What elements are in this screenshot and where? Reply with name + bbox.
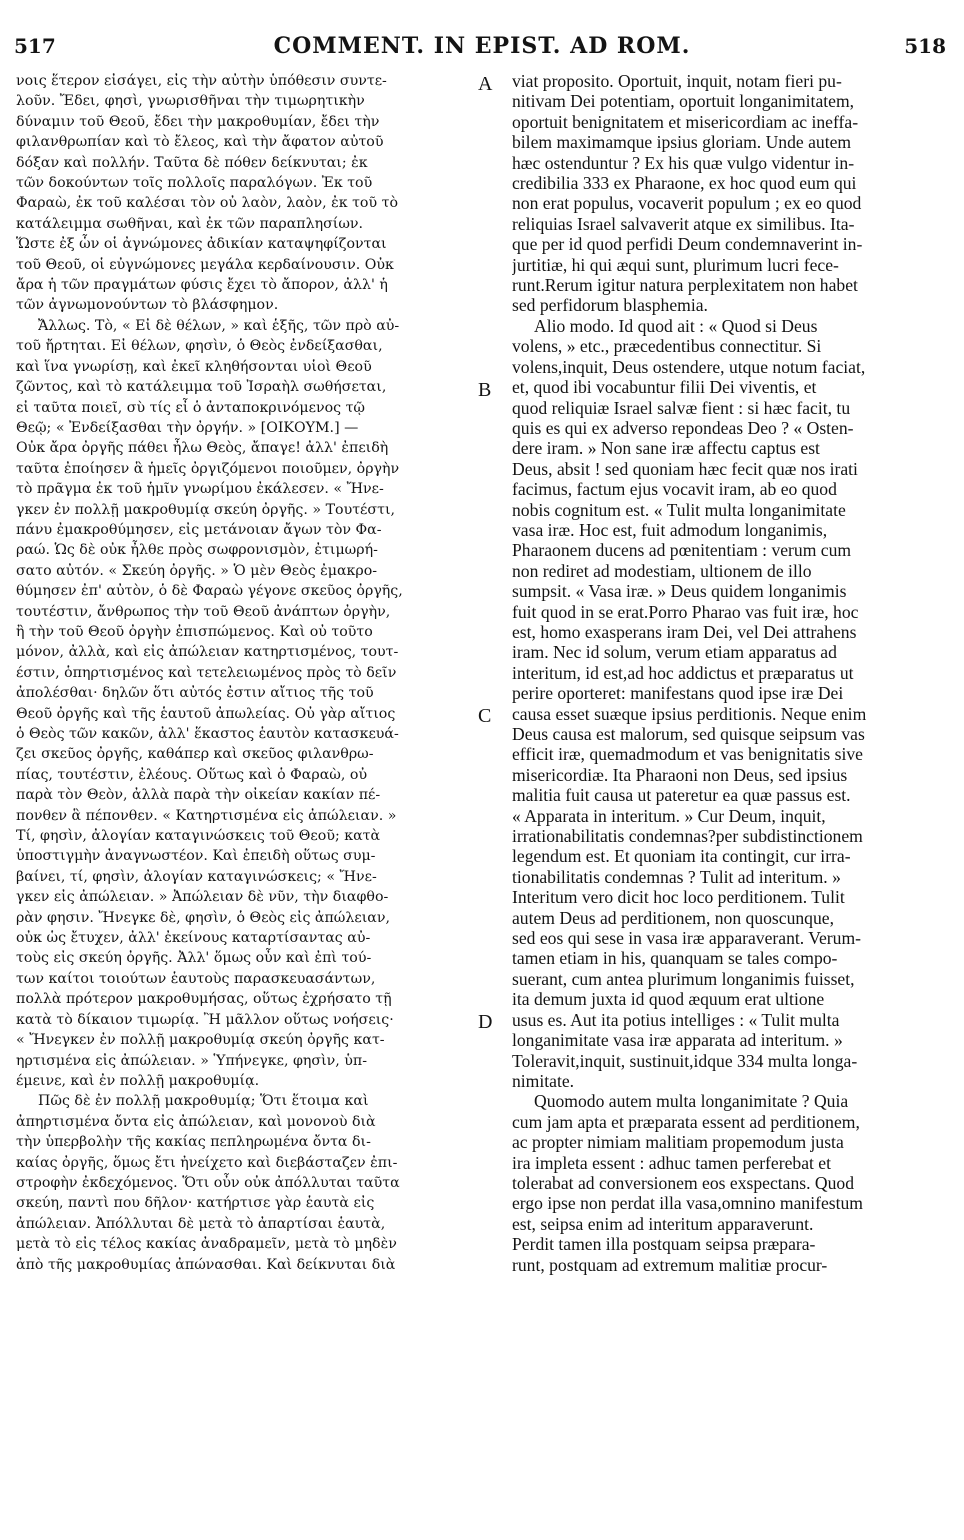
text-line: sed eos qui sese in vasa iræ apparaverant. Verum- <box>512 928 861 949</box>
text-line: Quomodo autem multa longanimitate ? Quia <box>534 1091 849 1112</box>
text-line: μόνον, ἀλλὰ, καὶ εἰς ἀπώλειαν κατηρτισμένος, τουτ- <box>16 644 399 661</box>
page-header <box>0 0 964 70</box>
text-line: quis es qui ex adverso repondeas Deo ? « Osten- <box>512 417 854 438</box>
text-line: πολλὰ πρότερον μακροθυμήσας, οὕτως ἐχρήσατο τῇ <box>16 991 392 1008</box>
text-line: γκεν ἐν πολλῇ μακροθυμίᾳ σκεύη ὀργῆς. » Τουτέστι, <box>16 501 396 518</box>
text-line: autem Deus ad perditionem, non quoscunque, <box>512 907 834 928</box>
text-line: perire oporteret: manifestans quod ipse iræ Dei <box>512 683 844 704</box>
text-line: τὴν ὑπερβολὴν τῆς κακίας πεπληρωμένα ὄντα δι- <box>16 1134 371 1151</box>
text-line: στροφὴν ἐκδεχόμενος. Ὅτι οὖν οὐκ ἀπόλλυται ταῦτα <box>16 1174 400 1191</box>
text-line: quod reliquiæ Israel salvæ fient : si hæc facit, tu <box>512 397 851 418</box>
text-line: interitum, id est,ad hoc addictus et præparatus ut <box>512 662 854 683</box>
text-line: volens,inquit, Deus ostendere, utque notum faciat, <box>512 356 866 377</box>
text-line: Perdit tamen illa postquam seipsa præpara- <box>512 1234 816 1255</box>
text-line: ηρτισμένα εἰς ἀπώλειαν. » Ὑπήνεγκε, φησὶν, ὑπ- <box>16 1052 368 1069</box>
text-line: tamen etiam in his, quanquam se tales compo- <box>512 948 838 969</box>
text-line: et, quod ibi vocabuntur filii Dei viventis, et <box>512 377 817 398</box>
text-line: Interitum vero dicit hoc loco perditionem. Tulit <box>512 887 845 908</box>
page-number-left: 517 <box>14 34 56 58</box>
text-line: « Apparata in interitum. » Cur Deum, inquit, <box>512 805 826 826</box>
text-line: credibilia 333 ex Pharaone, ex hoc quod eum qui <box>512 173 857 194</box>
text-line: τουτέστιν, ἄνθρωπος τὴν τοῦ Θεοῦ ἀνάπτων ὀργὴν, <box>16 603 391 620</box>
text-line: misericordiæ. Ita Pharaoni non Deus, sed ipsius <box>512 764 848 785</box>
text-line: ζει σκεῦος ὀργῆς, καθάπερ καὶ σκεῦος φιλανθρω- <box>16 746 374 763</box>
text-line: suerant, cum antea plurimum longanimis fuisset, <box>512 968 855 989</box>
text-line: non erat populus, vocaverit populum ; ex eo quod <box>512 193 862 214</box>
text-line: irrationabilitatis condemnas?per subdistinctionem <box>512 826 863 847</box>
text-line: θύμησεν ἐπ' αὐτὸν, ὁ δὲ Φαραὼ γέγονε σκεῦος ὀργῆς, <box>16 583 403 600</box>
text-line: runt.Rerum igitur natura perplexitatem non habet <box>512 275 858 296</box>
text-line: πίας, τουτέστιν, ἐλέους. Οὕτως καὶ ὁ Φαραὼ, οὐ <box>16 766 368 783</box>
text-line: των καίτοι τοιούτων ἑαυτοὺς παρασκευασάντων, <box>16 970 376 987</box>
greek-text-column <box>16 71 473 1275</box>
text-line: Θεῷ; « Ἐνδείξασθαι τὴν ὀργήν. » [ΟΙΚΟΥΜ.] — <box>16 419 359 436</box>
text-line: malitia fuit causa ut pateretur ea quæ passus est. <box>512 785 851 806</box>
text-line: longanimitate vasa iræ apparata ad interitum. » <box>512 1030 843 1051</box>
text-line: κατὰ τὸ δίκαιον τιμωρίᾳ. Ἢ μᾶλλον οὕτως νοήσεις· <box>16 1011 394 1028</box>
text-line: Τί, φησὶν, ἀλογίαν καταγινώσκεις τοῦ Θεοῦ; κατὰ <box>16 828 381 845</box>
text-line: ἀπώλειαν. Ἀπόλλυται δὲ μετὰ τὸ ἀπαρτίσαι ἑαυτὰ, <box>16 1215 386 1232</box>
text-line: τοῦ Θεοῦ, οἱ εὐγνώμονες μεγάλα κερδαίνουσιν. Οὐκ <box>16 256 394 273</box>
text-line: nobis cognitum est. « Tulit multa longanimitate <box>512 499 846 520</box>
text-line: ρὰν φησιν. Ἤνεγκε δὲ, φησὶν, ὁ Θεὸς εἰς ἀπώλειαν, <box>16 909 391 926</box>
text-line: πάνυ ἐμακροθύμησεν, εἰς μετάνοιαν ἄγων τὸν Φα- <box>16 521 382 538</box>
text-line: έστιν, ὁπηρτισμένος καὶ τετελειωμένος πρὸς τὸ δεῖν <box>16 664 397 681</box>
text-line: λοῦν. Ἔδει, φησὶ, γνωρισθῆναι τὴν τιμωρητικὴν <box>16 93 365 110</box>
text-line: Pharaonem ducens ad pœnitentiam : verum cum <box>512 540 852 561</box>
text-line: Θεοῦ ὀργῆς καὶ τῆς ἑαυτοῦ ἀπωλείας. Οὐ γὰρ αἴτιος <box>16 705 396 722</box>
text-line: non rediret ad modestiam, ultionem de illo <box>512 560 812 581</box>
text-line: volens, » etc., præcedentibus connectitur. Si <box>512 336 822 357</box>
text-line: sed perfidorum blasphemia. <box>512 295 708 316</box>
text-line: ζῶντος, καὶ τὸ κατάλειμμα τοῦ Ἰσραὴλ σωθήσεται, <box>16 379 387 396</box>
text-line: reliquias Israel salvaverit atque ex similibus. Ita- <box>512 213 855 234</box>
text-line: runt, postquam ad extremum malitiæ procur- <box>512 1254 828 1275</box>
text-line: usus es. Aut ita potius intelliges : « Tulit multa <box>512 1009 840 1030</box>
text-line: φιλανθρωπίαν καὶ τὸ ἔλεος, καὶ τὴν ἄφατον αὐτοῦ <box>16 134 384 151</box>
text-line: ραώ. Ὡς δὲ οὐκ ἦλθε πρὸς σωφρονισμὸν, ἐτιμωρή- <box>16 542 378 559</box>
text-line: est, seipsa enim ad interitum apparaverunt. <box>512 1213 814 1234</box>
text-line: facimus, factum ejus vocavit iram, ab eo quod <box>512 479 837 500</box>
text-line: τῶν δοκούντων τοῖς πολλοῖς παραλόγων. Ἐκ τοῦ <box>16 175 373 192</box>
text-line: οὐκ ὡς ἔτυχεν, ἀλλ' ἐκείνους καταρτίσαντας αὐ- <box>16 930 371 947</box>
text-line: γκεν εἰς ἀπώλειαν. » Ἀπώλειαν δὲ νῦν, τὴν διαφθο- <box>16 889 389 906</box>
text-line: jurtitiæ, hi qui æqui sunt, plurimum lucri fece- <box>512 254 839 275</box>
text-line: « Ἤνεγκεν ἐν πολλῇ μακροθυμίᾳ σκεύη ὀργῆς κατ- <box>16 1032 385 1049</box>
text-line: νοις ἕτερον εἰσάγει, εἰς τὴν αὐτὴν ὑπόθεσιν συντε- <box>16 73 387 89</box>
text-line: ac propter nimiam malitiam propemodum justa <box>512 1132 844 1153</box>
page-number-right: 518 <box>904 34 946 58</box>
text-line: vasa iræ. Hoc est, fuit admodum longanimis, <box>512 519 828 540</box>
running-title: COMMENT. IN EPIST. AD ROM. <box>273 33 691 59</box>
text-line: βαίνει, τί, φησὶν, ἀλογίαν καταγινώσκεις; « Ἤνε- <box>16 868 377 885</box>
section-marker: D <box>478 1011 493 1034</box>
text-line: Φαραὼ, ἐκ τοῦ καλέσαι τὸν οὐ λαὸν, λαὸν, ἐκ τοῦ τὸ <box>16 195 398 212</box>
text-line: ἢ τὴν τοῦ Θεοῦ ὀργὴν ἐπισπώμενος. Καὶ οὐ τοῦτο <box>16 623 373 640</box>
text-line: τοὺς εἰς σκεύη ὀργῆς. Ἀλλ' ὅμως οὖν καὶ ἐπὶ τού- <box>16 950 372 967</box>
text-line: παρὰ τὸν Θεὸν, ἀλλὰ παρὰ τὴν οἰκείαν κακίαν πέ- <box>16 787 381 804</box>
text-line: σατο αὐτόν. « Σκεύη ὀργῆς. » Ὁ μὲν Θεὸς ἐμακρο- <box>16 562 378 579</box>
text-line: Deus causa est malorum, sed quisque seipsum vas <box>512 724 865 744</box>
text-line: πονθεν ἃ πέπονθεν. « Κατηρτισμένα εἰς ἀπώλειαν. » <box>16 807 397 824</box>
text-line: nitivam Dei potentiam, oportuit longanimitatem, <box>512 91 855 112</box>
text-line: tionabilitatis condemnas ? Tulit ad interitum. » <box>512 866 841 887</box>
text-line: ira impleta essent : adhuc tamen perferebat et <box>512 1152 831 1173</box>
text-line: μετὰ τὸ εἰς τέλος κακίας ἀναδραμεῖν, μετὰ τὸ μηδὲν <box>16 1236 397 1253</box>
text-line: ἀπολέσθαι· δηλῶν ὅτι αὐτός ἐστιν αἴτιος τῆς τοῦ <box>16 685 374 702</box>
text-line: καὶ ἵνα γνωρίσῃ, καὶ ἐκεῖ κληθήσονται υἱοὶ Θεοῦ <box>16 358 372 375</box>
section-marker: B <box>478 379 492 401</box>
text-line: oportuit benignitatem et misericordiam ac ineffa- <box>512 111 859 132</box>
text-line: εἰ ταῦτα ποιεῖ, σὺ τίς εἶ ὁ ἀνταποκρινόμενος τῷ <box>16 399 365 416</box>
text-line: ὑποστιγμὴν ἀναγνωστέον. Καὶ ἐπειδὴ οὕτως συμ- <box>16 848 376 865</box>
text-line: Ὥστε ἐξ ὧν οἱ ἀγνώμονες ἀδικίαν καταψηφίζονται <box>16 236 387 253</box>
text-line: δύναμιν τοῦ Θεοῦ, ἔδει τὴν μακροθυμίαν, ἔδει τὴν <box>16 113 380 130</box>
text-line: causa esset suæque ipsius perditionis. Neque enim <box>512 703 867 724</box>
text-line: Toleravit,inquit, sustinuit,idque 334 multa longa- <box>512 1050 858 1071</box>
text-line: καίας ὀργῆς, ὅμως ἔτι ἠνείχετο καὶ διεβάσταζεν ἐπι- <box>16 1154 398 1171</box>
text-line: δόξαν καὶ πολλήν. Ταῦτα δὲ πόθεν δείκνυται; ἐκ <box>16 154 368 171</box>
section-markers <box>474 71 508 1531</box>
text-line: έμεινε, καὶ ἐν πολλῇ μακροθυμίᾳ. <box>16 1072 260 1089</box>
text-line: ἀπὸ τῆς μακροθυμίας ἀπώνασθαι. Καὶ δείκνυται διὰ <box>16 1256 396 1273</box>
text-line: τὸ πρᾶγμα ἐκ τοῦ ἡμῖν γνωρίμου ἐκάλεσεν. « Ἤνε- <box>16 481 384 498</box>
text-line: est, homo exasperans iram Dei, vel Dei attrahens <box>512 621 857 642</box>
text-line: iram. Nec id solum, verum etiam apparatus ad <box>512 642 837 663</box>
text-line: Πῶς δὲ ἐν πολλῇ μακροθυμίᾳ; Ὅτι ἕτοιμα καὶ <box>38 1093 369 1110</box>
text-line: κατάλειμμα σωθῆναι, καὶ ἐκ τῶν παραπλησίων. <box>16 215 364 232</box>
text-line: sumpsit. « Vasa iræ. » Deus quidem longanimis <box>512 581 847 602</box>
text-line: dere iram. » Non sane iræ affectu captus est <box>512 438 820 459</box>
text-line: legendum est. Et quoniam ita contingit, cur irra- <box>512 846 851 867</box>
text-line: ἄρα ἡ τῶν πραγμάτων φύσις ἔχει τὸ ἄπορον, ἀλλ' ἡ <box>16 277 388 294</box>
text-line: Οὐκ ἄρα ὀργῆς πάθει ἦλω Θεὸς, ἄπαγε! ἀλλ' ἐπειδὴ <box>16 440 389 457</box>
text-line: Alio modo. Id quod ait : « Quod si Deus <box>534 315 818 336</box>
text-line: que per id quod perfidi Deum condemnaverint in- <box>512 234 863 255</box>
text-line: σκεύη, παντὶ που δῆλον· κατήρτισε γὰρ ἑαυτὰ εἰς <box>16 1195 375 1212</box>
text-line: fuit quod in se erat.Porro Pharao vas fuit iræ, hoc <box>512 601 859 622</box>
section-marker: C <box>478 705 492 728</box>
text-line: viat proposito. Oportuit, inquit, notam fieri pu- <box>512 71 842 91</box>
text-line: Deus, absit ! sed quoniam hæc fecit quæ nos irati <box>512 458 858 479</box>
text-line: nimitate. <box>512 1070 575 1091</box>
text-line: τῶν ἀγνωμονούντων τὸ βλάσφημον. <box>16 297 279 314</box>
text-line: ergo ipse non perdat illa vasa,omnino manifestum <box>512 1193 863 1214</box>
section-marker: A <box>478 73 493 95</box>
text-line: ita demum juxta id quod æquum erat ultione <box>512 989 825 1010</box>
text-line: efficit iræ, quemadmodum et vas benignitatis sive <box>512 744 863 765</box>
latin-text-column <box>512 71 952 1275</box>
text-line: tolerabat ad conversionem eos exspectans. Quod <box>512 1172 854 1193</box>
text-line: ἀπηρτισμένα ὄντα εἰς ἀπώλειαν, καὶ μονονοὺ διὰ <box>16 1113 376 1130</box>
text-line: Ἄλλως. Τὸ, « Εἰ δὲ θέλων, » καὶ ἑξῆς, τῶν πρὸ αὐ- <box>38 317 400 334</box>
text-line: ὁ Θεὸς τῶν κακῶν, ἀλλ' ἕκαστος ἑαυτὸν κατασκευά- <box>16 726 399 742</box>
text-line: ταῦτα ἐποίησεν ἃ ἡμεῖς ὀργιζόμενοι ποιοῦμεν, ὀργὴν <box>16 460 400 477</box>
text-line: bilem maximamque ipsius gloriam. Unde autem <box>512 132 852 153</box>
text-line: cum jam apta et præparata essent ad perditionem, <box>512 1111 860 1132</box>
text-line: hæc ostenduntur ? Ex his quæ vulgo videntur in- <box>512 152 855 173</box>
text-line: τοῦ ἤρτηται. Εἰ θέλων, φησὶν, ὁ Θεὸς ἐνδείξασθαι, <box>16 338 383 355</box>
